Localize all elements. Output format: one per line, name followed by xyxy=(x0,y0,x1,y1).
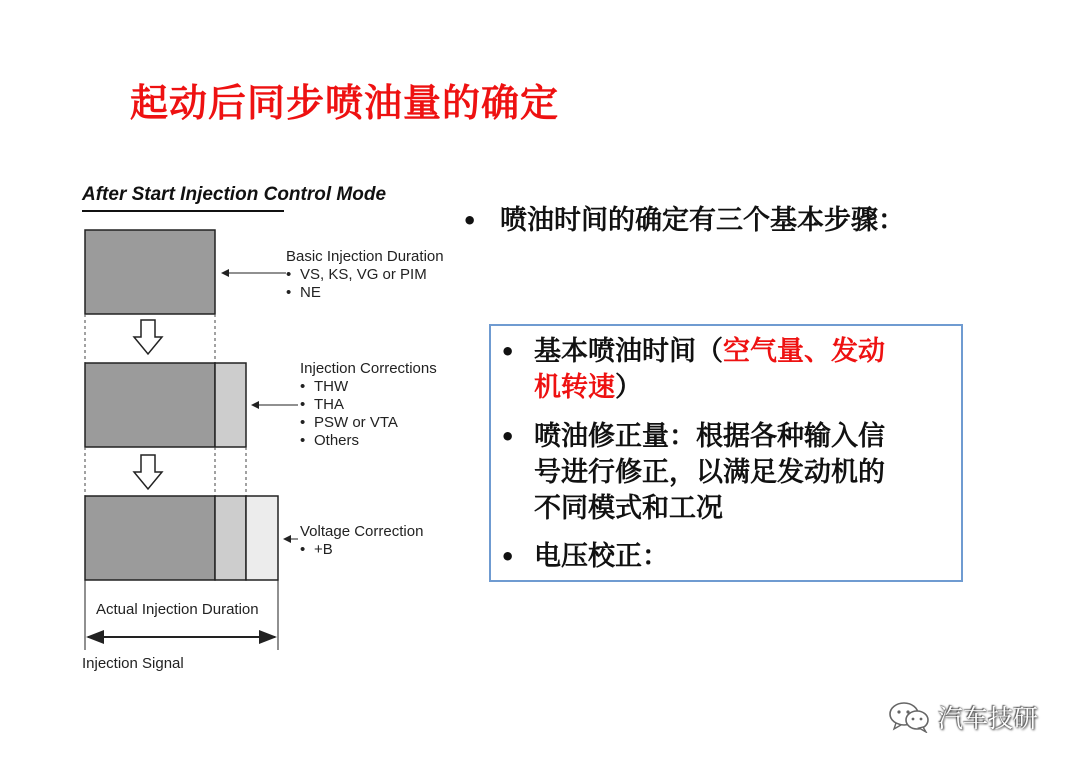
slide-title: 起动后同步喷油量的确定 xyxy=(130,81,560,125)
duration-arrow-left-head xyxy=(86,630,104,644)
watermark-text: 汽车技研 xyxy=(938,704,1039,733)
wechat-icon xyxy=(888,701,932,733)
stage2-item: • THA xyxy=(300,396,344,413)
stage3-correction-bar xyxy=(215,496,246,580)
step-2-line2: 号进行修正，以满足发动机的 xyxy=(534,457,885,488)
stage2-item: • PSW or VTA xyxy=(300,414,398,431)
stage2-labels xyxy=(300,360,437,450)
stage2-item: • Others xyxy=(300,432,360,449)
stage1-item: • VS, KS, VG or PIM xyxy=(286,266,427,283)
stage3-title: Voltage Correction xyxy=(300,523,424,540)
step-3-text: 电压校正： xyxy=(534,541,669,572)
stage3-voltage-bar xyxy=(246,496,278,580)
injection-signal-label: Injection Signal xyxy=(82,655,184,672)
main-bullet-text: 喷油时间的确定有三个基本步骤： xyxy=(500,205,905,236)
down-arrow-1 xyxy=(134,320,162,354)
step-1-suffix: ） xyxy=(615,372,642,403)
step-1-red-b: 机转速 xyxy=(534,372,615,403)
stage2-item: • THW xyxy=(300,378,349,395)
stage2-correction-bar xyxy=(215,363,246,447)
duration-arrow-right-head xyxy=(259,630,277,644)
step-1-prefix: 基本喷油时间（ xyxy=(534,336,723,367)
stage2-base-bar xyxy=(85,363,215,447)
stage1-item: • NE xyxy=(286,284,321,301)
step-2-text xyxy=(534,419,964,527)
down-arrow-2 xyxy=(134,455,162,489)
stage3-labels xyxy=(300,523,423,559)
bullet-dot: • xyxy=(462,207,478,235)
step-2-line3: 不同模式和工况 xyxy=(534,493,723,524)
bullet-dot: • xyxy=(500,423,516,451)
step-1-text xyxy=(534,334,964,406)
stage3-base-bar xyxy=(85,496,215,580)
stage1-labels xyxy=(286,248,444,302)
bullet-dot: • xyxy=(500,338,516,366)
actual-duration-label: Actual Injection Duration xyxy=(96,601,259,618)
step-2-line1: 喷油修正量：根据各种输入信 xyxy=(534,421,885,452)
diagram-heading-part2: Control Mode xyxy=(263,184,387,205)
stage3-item: • +B xyxy=(300,541,333,558)
step-1-red-a: 空气量、发动 xyxy=(723,336,885,367)
watermark xyxy=(888,700,1038,734)
main-bullet xyxy=(462,198,905,237)
stage2-title: Injection Corrections xyxy=(300,360,437,377)
stage1-base-bar xyxy=(85,230,215,314)
bullet-dot: • xyxy=(500,543,516,571)
stage1-title: Basic Injection Duration xyxy=(286,248,444,265)
diagram-heading-part1: After Start Injection xyxy=(82,184,259,205)
